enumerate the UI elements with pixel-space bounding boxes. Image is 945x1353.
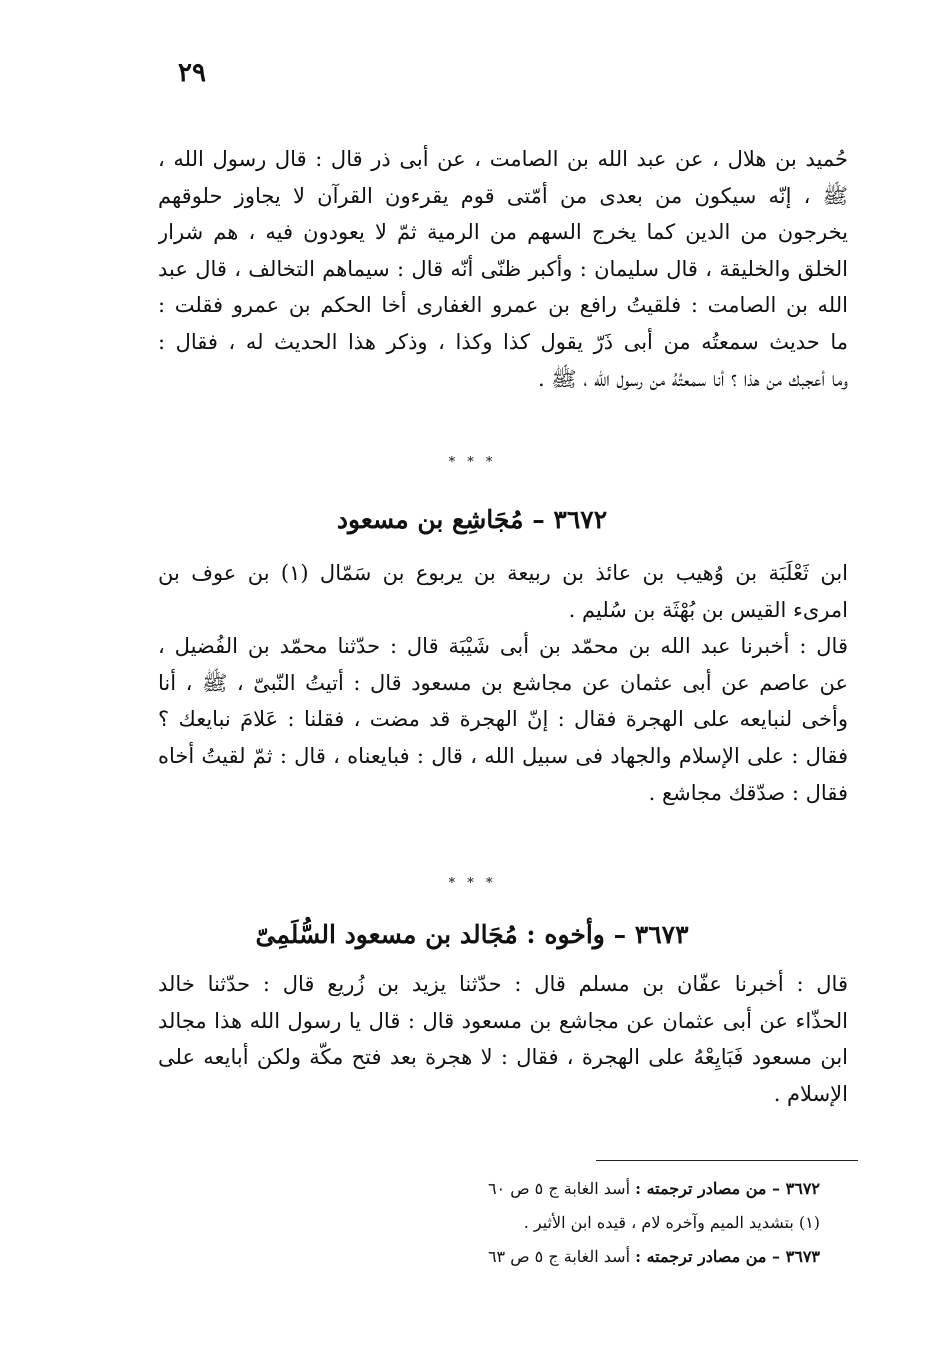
entry-3673-body [158,966,848,1112]
text-line: فقال : صدّقك مجاشع . [648,780,848,805]
entry-heading-3672 [0,505,945,534]
footnote-text: أسد الغابة ج ٥ ص ٦٣ [487,1247,631,1266]
text-line: ابن مسعود فَبَايِعْهُ على الهجرة ، فقال : لا هجرة بعد فتح مكّة ولكن أبايعه على [158,1045,848,1070]
section-separator: * * * [448,876,497,891]
footnote-text: (١) بتشديد الميم وآخره لام ، قيده ابن الأثير . [523,1213,820,1232]
section-separator: * * * [448,455,497,470]
text-line: قال : أخبرنا عفّان بن مسلم قال : حدّثنا يزيد بن زُريع قال : حدّثنا خالد [158,972,848,996]
heading-name: وأخوه : مُجَالد بن مسعود السُّلَمِىّ [255,920,605,949]
text-line: قال : أخبرنا عبد الله بن محمّد بن أبى شَيْبَة قال : حدّثنا محمّد بن الفُضيل ، [158,634,848,659]
heading-name: مُجَاشِع بن مسعود [336,505,524,534]
text-line: عن عاصم عن أبى عثمان عن مجاشع بن مسعود قال : أتيتُ النّبىّ ، ﷺ ، أنا [158,670,848,695]
text-line: وأخى لنبايعه على الهجرة فقال : إنّ الهجرة قد مضت ، فقلنا : عَلامَ نبايعك ؟ [158,707,848,732]
page-number: ٢٩ [178,58,206,88]
footnote-3673-sources [300,1240,820,1274]
text-line: الإسلام . [773,1081,848,1106]
text-line: الحذّاء عن أبى عثمان عن مجاشع بن مسعود قال : قال يا رسول الله هذا مجالد [158,1008,848,1033]
entry-heading-3673 [0,920,945,949]
entry-3672-body [158,555,848,811]
heading-dash: – [532,505,545,534]
heading-number: ٣٦٧٣ [634,920,689,949]
text-line: الله بن الصامت : فلقيتُ رافع بن عمرو الغفارى أخا الحكم بن عمرو فقلت : [158,293,848,318]
text-line: امرىء القيس بن بُهْثَة بن سُليم . [568,597,848,622]
text-line: وما أعجبك من هذا ؟ أنا سمعتُهُ من رسول الله ، ﷺ . [537,366,848,391]
text-line: الخلق والخليقة ، قال سليمان : وأكبر ظنّى أنّه قال : سيماهم التخالف ، قال عبد [158,256,848,281]
footnote-1 [300,1206,820,1240]
heading-number: ٣٦٧٢ [553,505,608,534]
footnote-3672-sources [300,1172,820,1206]
footnote-text: أسد الغابة ج ٥ ص ٦٠ [487,1179,631,1198]
text-line: ابن ثَعْلَبَة بن وُهيب بن عائذ بن ربيعة بن يربوع بن سَمّال (١) بن عوف بن [158,561,848,585]
footnote-label: ٣٦٧٢ – من مصادر ترجمته : [635,1179,820,1198]
footnote-divider [596,1160,858,1161]
intro-paragraph [158,141,848,397]
footnote-label: ٣٦٧٣ – من مصادر ترجمته : [635,1247,820,1266]
footnotes [300,1172,820,1274]
text-line: فقال : على الإسلام والجهاد فى سبيل الله ، قال : فبايعناه ، قال : ثمّ لقيتُ أخاه [158,743,848,768]
text-line: حُميد بن هلال ، عن عبد الله بن الصامت ، عن أبى ذر قال : قال رسول الله ، [158,147,848,171]
text-line: ما حديث سمعتُه من أبى ذَرّ يقول كذا وكذا ، وذكر هذا الحديث له ، فقال : [158,329,848,354]
text-line: يخرجون من الدين كما يخرج السهم من الرمية ثمّ لا يعودون فيه ، هم شرار [158,220,848,245]
heading-dash: – [613,920,627,949]
text-line: ﷺ ، إنّه سيكون من بعدى من أمّتى قوم يقرءون القرآن لا يجاوز حلوقهم [158,183,848,208]
